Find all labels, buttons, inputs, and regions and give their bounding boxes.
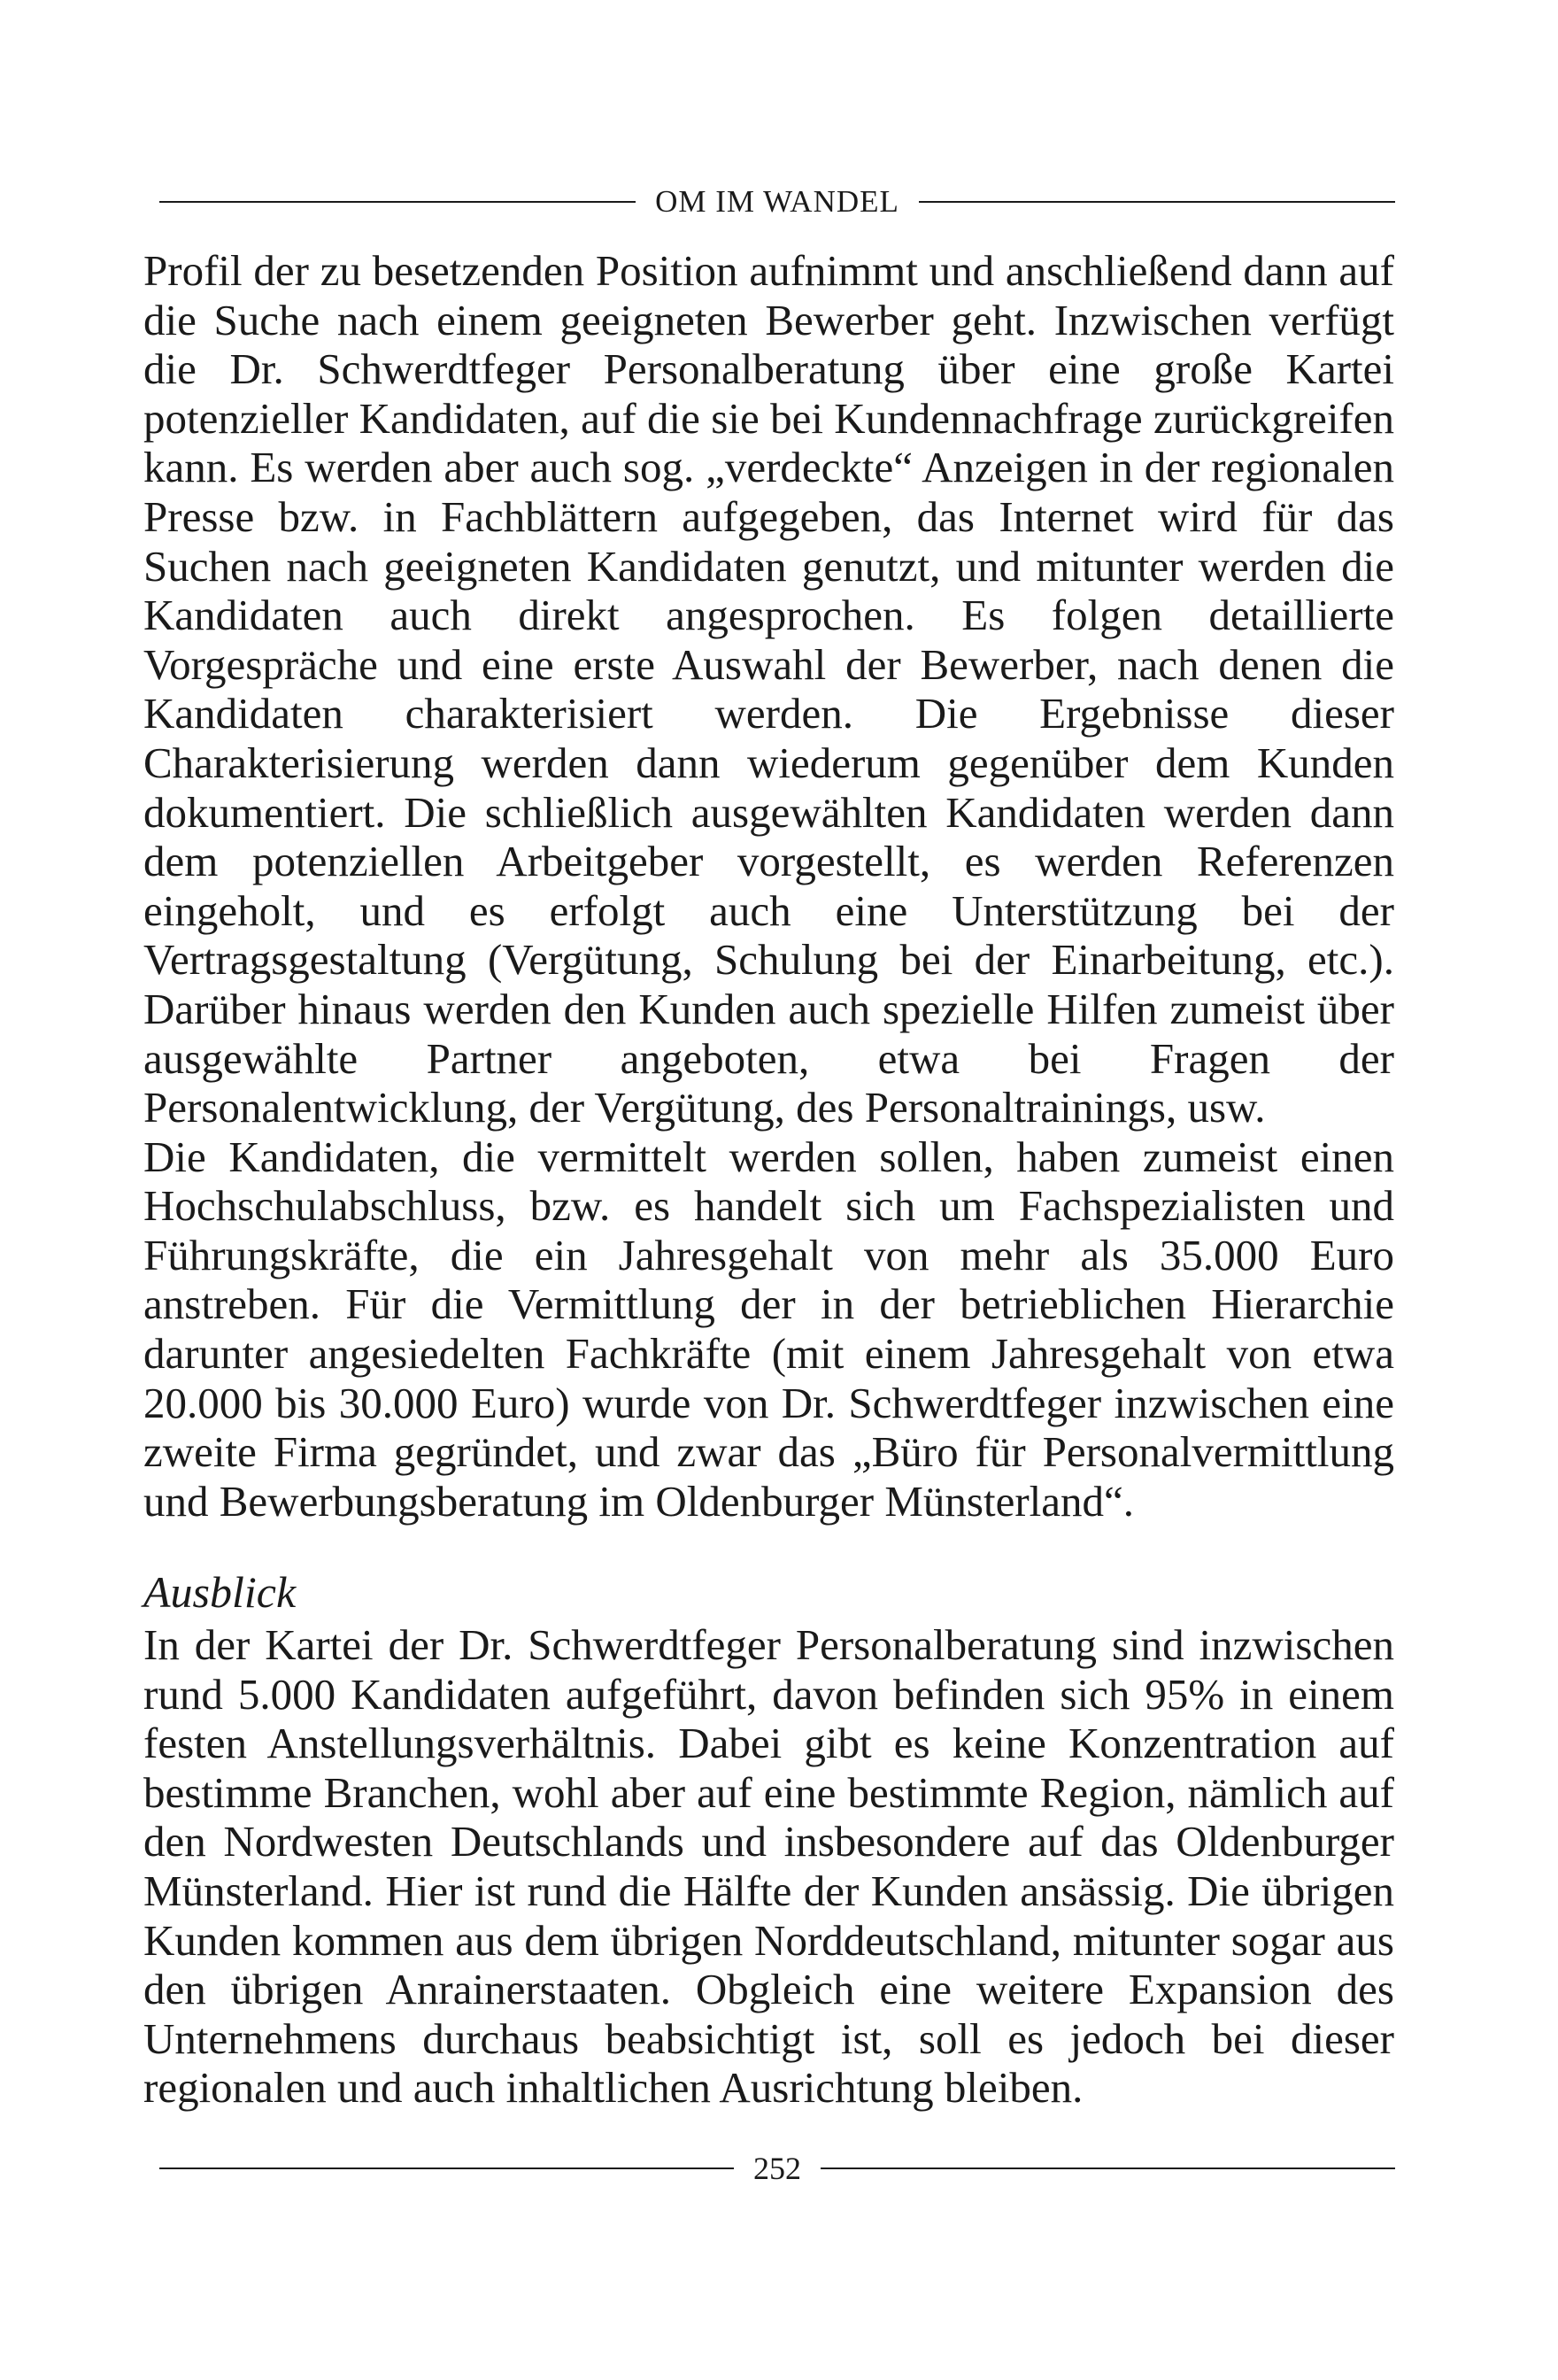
paragraph: Profil der zu besetzenden Position aufnimmt und anschließend dann auf die Suche nach einem geeigneten Bewerber geht. Inzwischen verfügt die Dr. Schwerdtfeger Personalberatung über eine große Kartei potenzieller Kandidaten, auf die sie bei Kundennachfrage zurückgreifen kann. Es werden aber auch sog. „verdeckte“ Anzeigen in der regionalen Presse bzw. in Fachblättern aufgegeben, das Internet wird für das Suchen nach geeigneten Kandidaten genutzt, und mitunter werden die Kandidaten auch direkt angesprochen. Es folgen detaillierte Vorgespräche und eine erste Auswahl der Bewerber, nach denen die Kandidaten charakterisiert werden. Die Ergebnisse dieser Charakterisierung werden dann wiederum gegenüber dem Kunden dokumentiert. Die schließlich ausgewählten Kandidaten werden dann dem potenziellen Arbeitgeber vorgestellt, es werden Referenzen eingeholt, und es erfolgt auch eine Unterstützung bei der Vertragsgestaltung (Vergütung, Schulung bei der Einarbeitung, etc.). Darüber hinaus werden den Kunden auch spezielle Hilfen zumeist über ausgewählte Partner angeboten, etwa bei Fragen der Personalentwicklung, der Vergütung, des Personaltrainings, usw.: [143, 246, 1394, 1132]
header-rule-left: [159, 201, 636, 203]
section-text-block: [143, 1620, 1394, 2113]
running-header: [159, 177, 1395, 227]
page-footer: [159, 2146, 1395, 2191]
section-heading: Ausblick: [143, 1567, 297, 1617]
header-rule-right: [919, 201, 1395, 203]
footer-rule-left: [159, 2168, 734, 2169]
running-header-title: OM IM WANDEL: [655, 184, 899, 219]
page-number: 252: [753, 2151, 801, 2186]
paragraph: Die Kandidaten, die vermittelt werden sollen, haben zumeist einen Hochschulabschluss, bzw. es handelt sich um Fachspezialisten und Führungskräfte, die ein Jahresgehalt von mehr als 35.000 Euro anstreben. Für die Vermittlung der in der betrieblichen Hierarchie darunter angesiedelten Fachkräfte (mit einem Jahresgehalt von etwa 20.000 bis 30.000 Euro) wurde von Dr. Schwerdtfeger inzwischen eine zweite Firma gegründet, und zwar das „Büro für Personalvermittlung und Bewerbungsberatung im Oldenburger Münsterland“.: [143, 1132, 1394, 1526]
paragraph: In der Kartei der Dr. Schwerdtfeger Personalberatung sind inzwischen rund 5.000 Kandidaten aufgeführt, davon befinden sich 95% in einem festen Anstellungsverhältnis. Dabei gibt es keine Konzentration auf bestimme Branchen, wohl aber auf eine bestimmte Region, nämlich auf den Nordwesten Deutschlands und insbesondere auf das Oldenburger Münsterland. Hier ist rund die Hälfte der Kunden ansässig. Die übrigen Kunden kommen aus dem übrigen Norddeutschland, mitunter sogar aus den übrigen Anrainerstaaten. Obgleich eine weitere Expansion des Unternehmens durchaus beabsichtigt ist, soll es jedoch bei dieser regionalen und auch inhaltlichen Ausrichtung bleiben.: [143, 1620, 1394, 2113]
main-text-block: [143, 246, 1394, 1526]
footer-rule-right: [821, 2168, 1395, 2169]
